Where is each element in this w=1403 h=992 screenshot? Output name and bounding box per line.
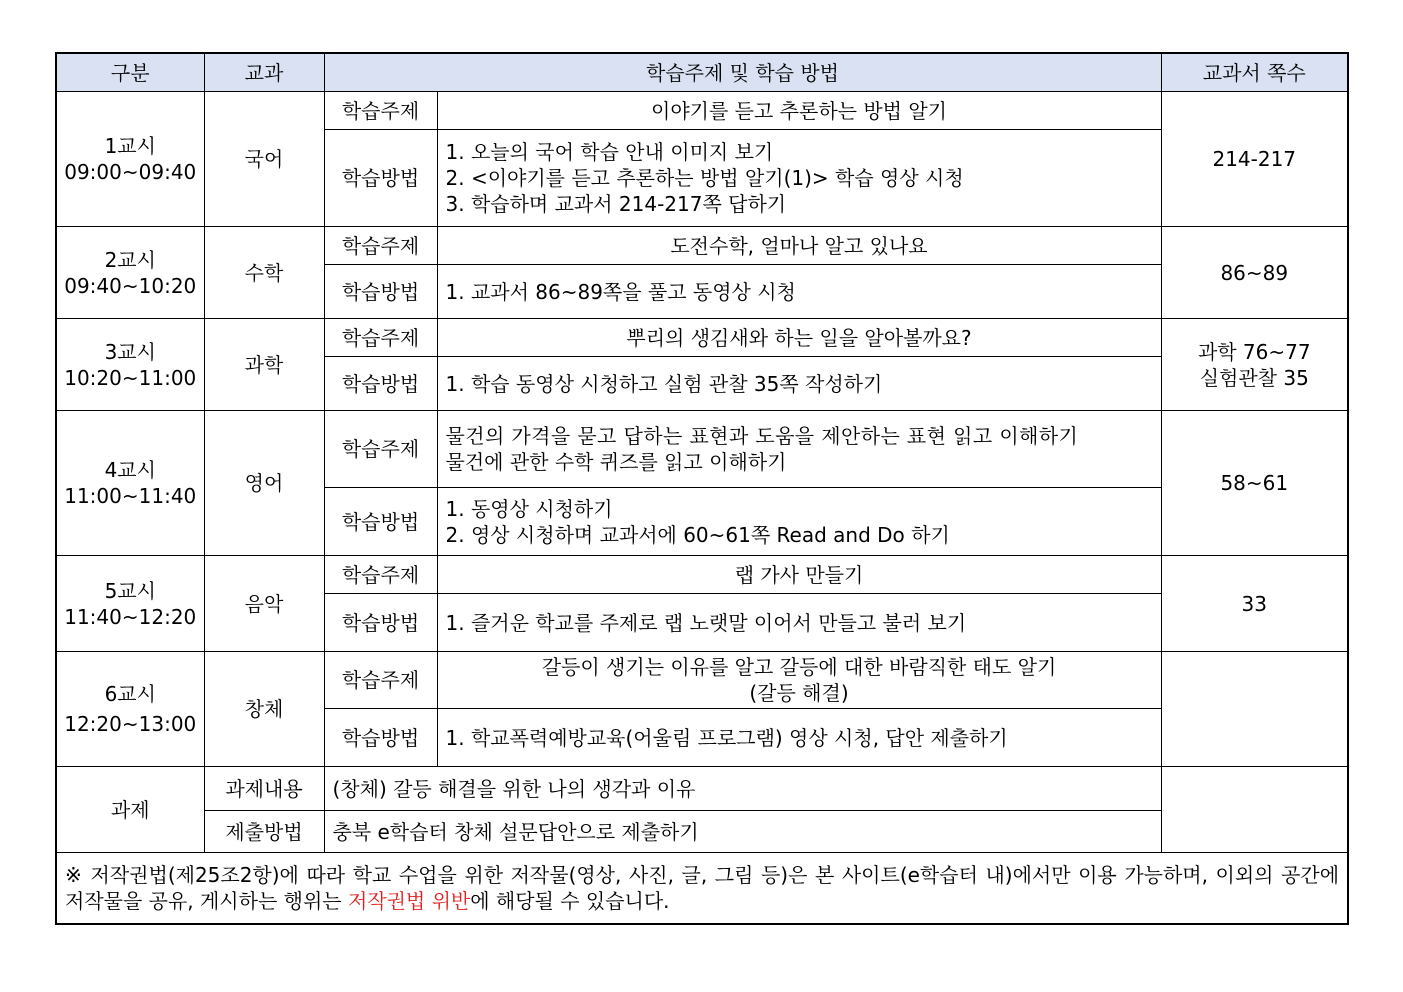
assignment-pages-empty <box>1161 767 1348 853</box>
assignment-content-row <box>56 767 1348 811</box>
period-methods <box>437 594 1161 652</box>
method-item: 1. 교과서 86~89쪽을 풀고 동영상 시청 <box>445 279 796 304</box>
notice-highlight: 저작권법 위반 <box>347 888 471 913</box>
header-topic-method: 학습주제 및 학습 방법 <box>324 53 1161 92</box>
period-methods <box>437 488 1161 556</box>
period-methods <box>437 709 1161 767</box>
period-3-topic-row <box>56 319 1348 357</box>
period-topic-cell <box>437 411 1161 488</box>
period-name: 3교시 <box>104 339 156 364</box>
method-label: 학습방법 <box>324 594 437 652</box>
period-subject: 영어 <box>204 411 324 556</box>
topic-label: 학습주제 <box>324 227 437 265</box>
period-1-topic-row <box>56 92 1348 130</box>
period-name: 1교시 <box>104 134 156 158</box>
period-pages: 과학 76~77 <box>1197 339 1311 364</box>
method-label: 학습방법 <box>324 709 437 767</box>
period-subject: 과학 <box>204 319 324 411</box>
period-pages <box>1161 652 1348 767</box>
period-methods <box>437 357 1161 411</box>
topic-label: 학습주제 <box>324 319 437 357</box>
header-subject: 교과 <box>204 53 324 92</box>
topic-label: 학습주제 <box>324 652 437 709</box>
period-methods <box>437 265 1161 319</box>
method-item: 1. 학교폭력예방교육(어울림 프로그램) 영상 시청, 답안 제출하기 <box>445 725 1008 750</box>
copyright-notice-row <box>56 853 1348 924</box>
notice-text-before: ※ 저작권법(제25조2항)에 따라 학교 수업을 위한 저작물(영상, 사진, 글, 그림 등)은 본 사이트(e학습터 내)에서만 이용 가능하며, 이외의 공간에 저작물을 공유, 게시하는 행위는 <box>65 862 1340 913</box>
period-topic-2: (갈등 해결) <box>749 681 849 705</box>
method-item: 2. 영상 시청하며 교과서에 60~61쪽 Read and Do 하기 <box>445 522 950 547</box>
period-4-cell <box>56 411 204 556</box>
period-subject: 수학 <box>204 227 324 319</box>
period-topic: 이야기를 듣고 추론하는 방법 알기 <box>437 92 1161 130</box>
period-subject: 국어 <box>204 92 324 227</box>
assignment-label: 과제 <box>56 767 204 853</box>
period-topic: 랩 가사 만들기 <box>437 556 1161 594</box>
header-row <box>56 53 1348 92</box>
period-methods <box>437 130 1161 227</box>
period-pages-2: 실험관찰 35 <box>1199 365 1309 390</box>
period-time: 09:40~10:20 <box>64 273 197 298</box>
period-6-cell <box>56 652 204 767</box>
header-pages: 교과서 쪽수 <box>1161 53 1348 92</box>
period-pages: 214-217 <box>1161 92 1348 227</box>
period-topic: 뿌리의 생김새와 하는 일을 알아볼까요? <box>437 319 1161 357</box>
period-topic: 갈등이 생기는 이유를 알고 갈등에 대한 바람직한 태도 알기 <box>541 655 1057 679</box>
assignment-content: (창체) 갈등 해결을 위한 나의 생각과 이유 <box>324 767 1161 811</box>
period-time: 12:20~13:00 <box>64 712 197 736</box>
period-subject: 음악 <box>204 556 324 652</box>
period-pages: 86~89 <box>1161 227 1348 319</box>
topic-label: 학습주제 <box>324 92 437 130</box>
notice-text-after: 에 해당될 수 있습니다. <box>470 888 670 913</box>
method-item: 3. 학습하며 교과서 214-217쪽 답하기 <box>445 192 787 216</box>
period-time: 09:00~09:40 <box>64 160 197 184</box>
method-label: 학습방법 <box>324 130 437 227</box>
period-3-cell <box>56 319 204 411</box>
method-item: 1. 오늘의 국어 학습 안내 이미지 보기 <box>445 140 774 164</box>
period-name: 2교시 <box>104 247 156 272</box>
period-5-cell <box>56 556 204 652</box>
period-subject: 창체 <box>204 652 324 767</box>
period-name: 5교시 <box>104 578 156 603</box>
topic-label: 학습주제 <box>324 556 437 594</box>
topic-label: 학습주제 <box>324 411 437 488</box>
assignment-submit-row <box>56 811 1348 853</box>
period-5-topic-row <box>56 556 1348 594</box>
method-item: 1. 학습 동영상 시청하고 실험 관찰 35쪽 작성하기 <box>445 371 883 396</box>
copyright-notice <box>56 853 1348 924</box>
period-time: 11:40~12:20 <box>64 604 197 629</box>
period-topic-2: 물건에 관한 수학 퀴즈를 읽고 이해하기 <box>445 450 787 474</box>
period-6-topic-row <box>56 652 1348 709</box>
period-pages: 33 <box>1161 556 1348 652</box>
assignment-content-label: 과제내용 <box>204 767 324 811</box>
period-1-cell <box>56 92 204 227</box>
method-item: 1. 즐거운 학교를 주제로 랩 노랫말 이어서 만들고 불러 보기 <box>445 610 967 635</box>
method-label: 학습방법 <box>324 265 437 319</box>
period-4-topic-row <box>56 411 1348 488</box>
period-pages: 58~61 <box>1161 411 1348 556</box>
period-pages-cell <box>1161 319 1348 411</box>
assignment-submit-label: 제출방법 <box>204 811 324 853</box>
method-label: 학습방법 <box>324 488 437 556</box>
method-label: 학습방법 <box>324 357 437 411</box>
period-topic: 물건의 가격을 묻고 답하는 표현과 도움을 제안하는 표현 읽고 이해하기 <box>445 424 1079 448</box>
period-time: 11:00~11:40 <box>64 484 197 508</box>
timetable <box>55 52 1349 925</box>
assignment-submit: 충북 e학습터 창체 설문답안으로 제출하기 <box>324 811 1161 853</box>
method-item: 2. <이야기를 듣고 추론하는 방법 알기(1)> 학습 영상 시청 <box>445 166 964 190</box>
period-topic-cell <box>437 652 1161 709</box>
period-name: 6교시 <box>104 682 156 706</box>
period-name: 4교시 <box>104 458 156 482</box>
period-time: 10:20~11:00 <box>64 365 197 390</box>
period-2-topic-row <box>56 227 1348 265</box>
period-2-cell <box>56 227 204 319</box>
header-division: 구분 <box>56 53 204 92</box>
period-topic: 도전수학, 얼마나 알고 있나요 <box>437 227 1161 265</box>
method-item: 1. 동영상 시청하기 <box>445 496 613 521</box>
